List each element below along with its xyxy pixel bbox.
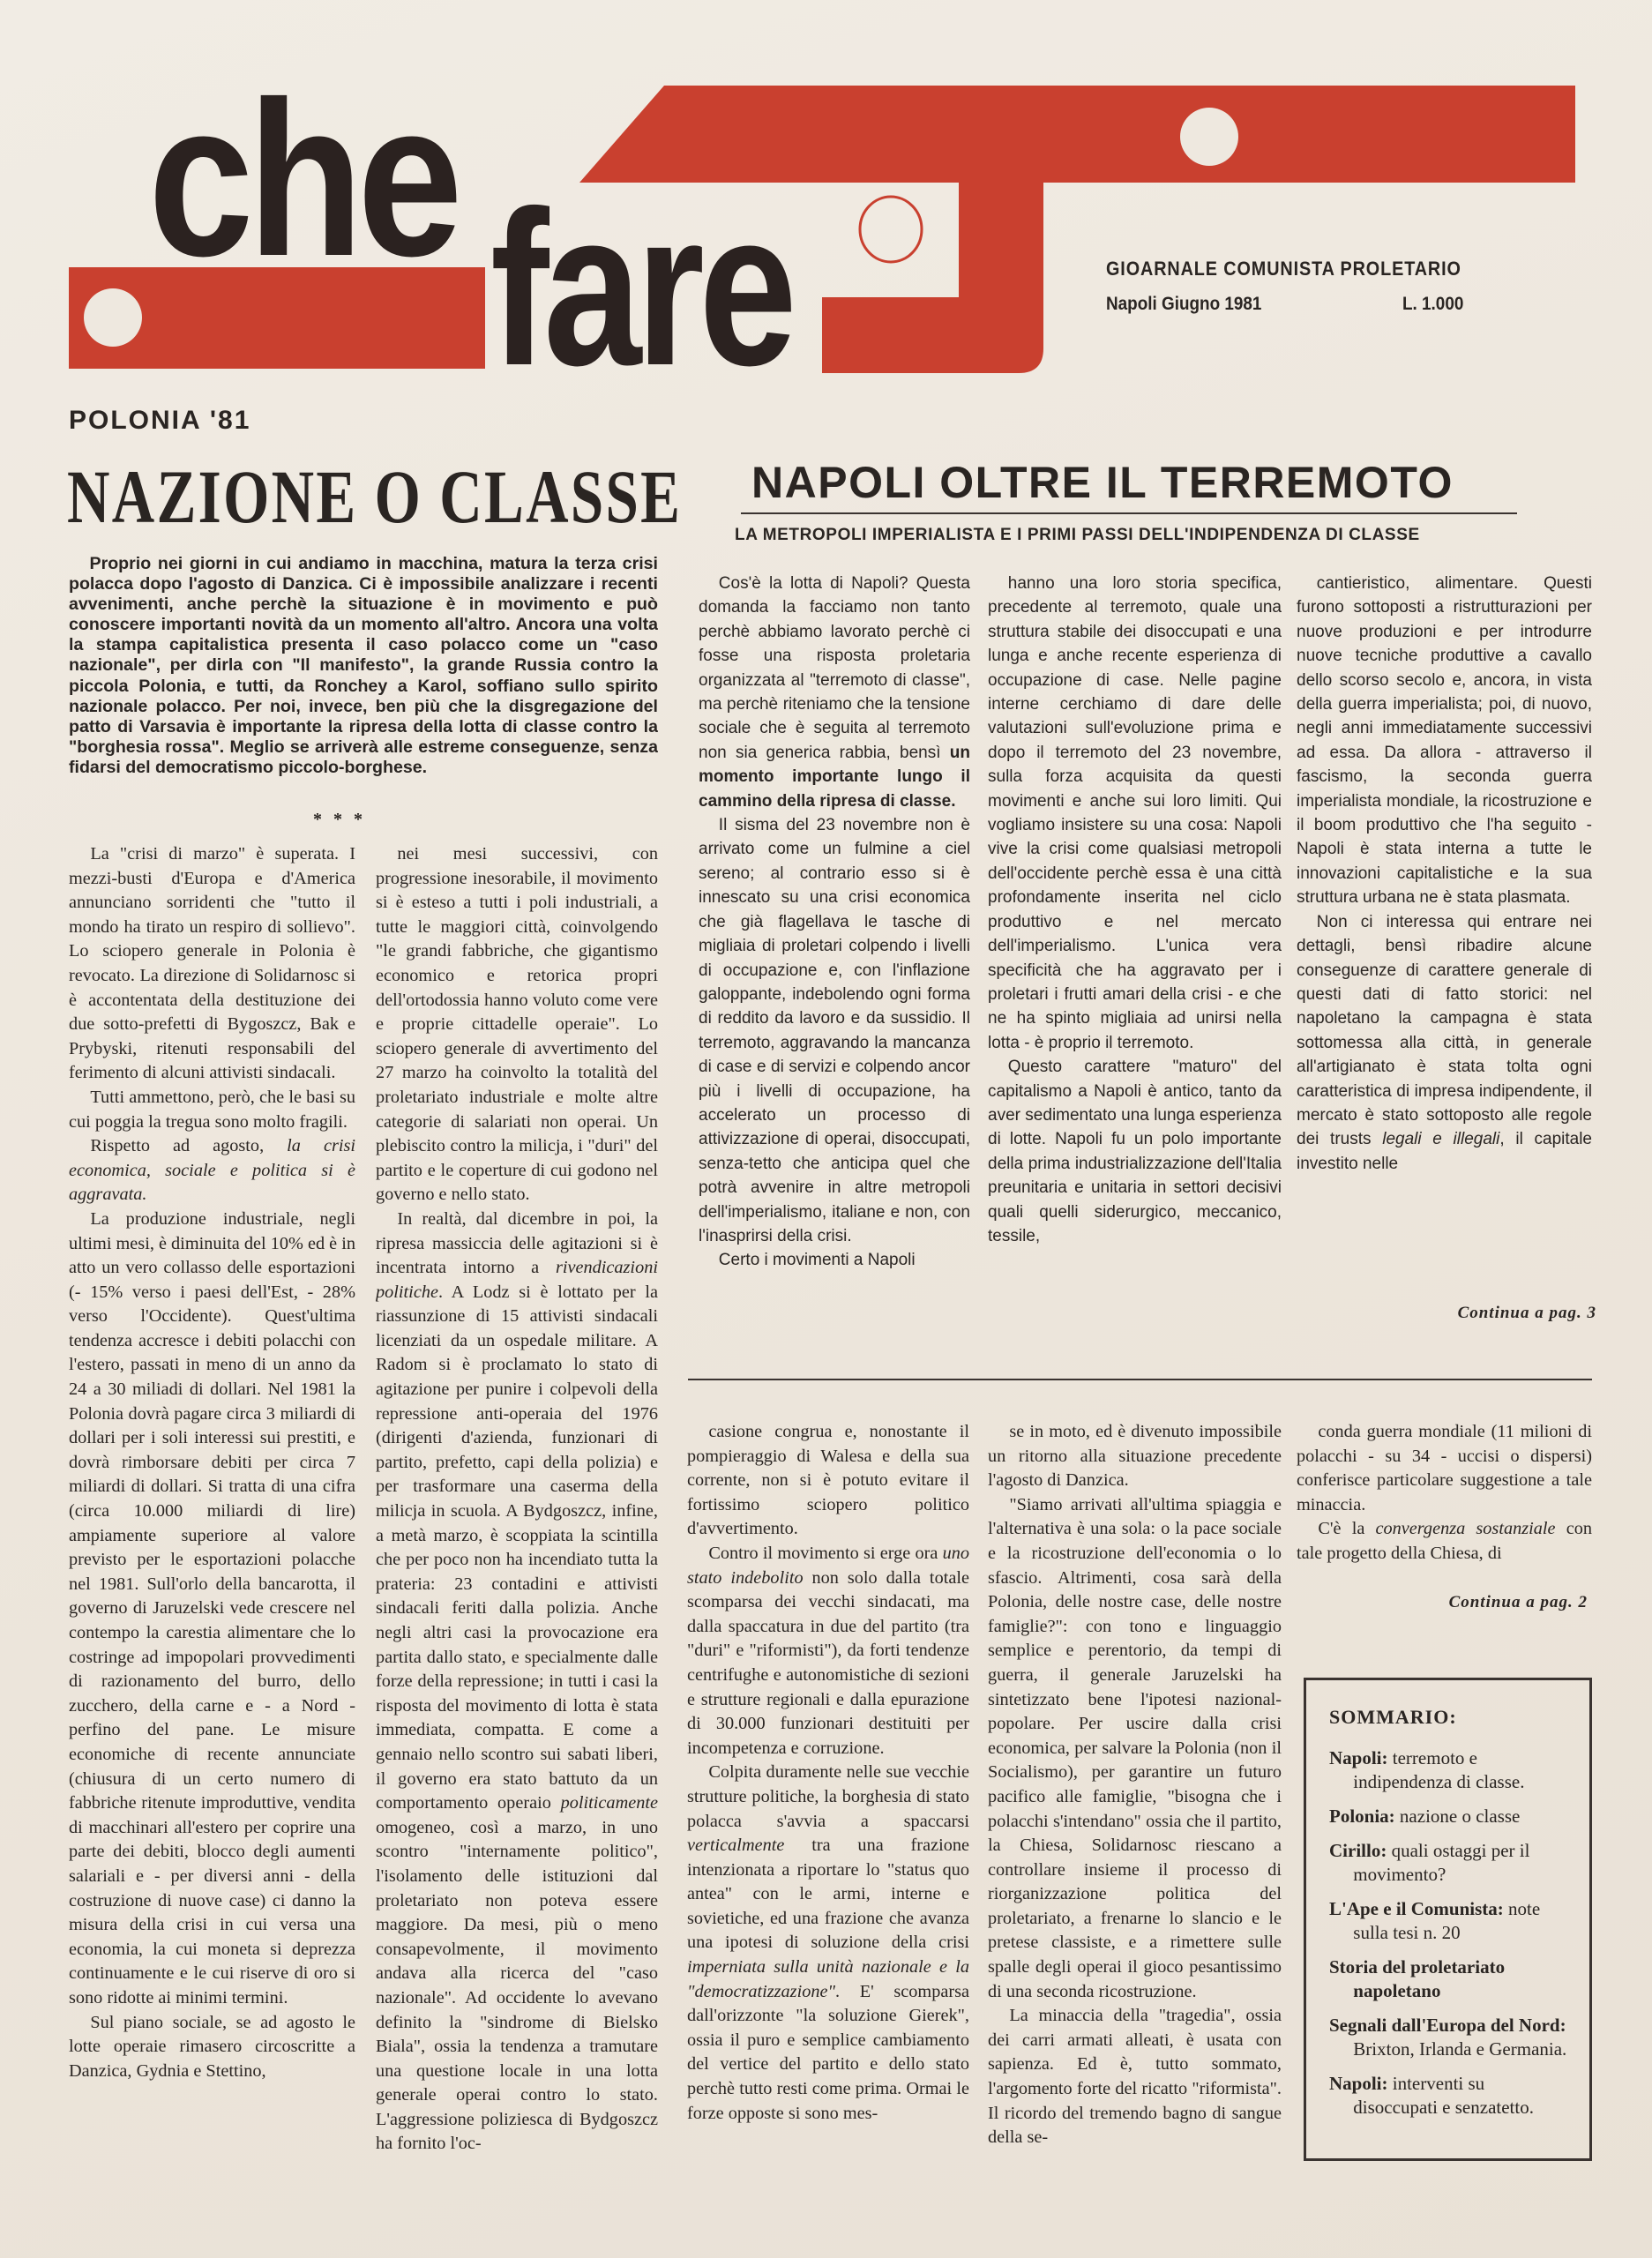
paragraph	[988, 1420, 1282, 1493]
text-run: Colpita duramente nelle sue vecchie strutture politiche, la borghesia di stato polacca s'avvia a spaccarsi	[687, 1762, 969, 1831]
sommario-topic: Polonia:	[1329, 1806, 1395, 1827]
italic-text: convergenza sostanziale	[1375, 1519, 1556, 1539]
paragraph	[1297, 572, 1592, 910]
text-run: Contro il movimento si erge ora	[708, 1543, 943, 1563]
sommario-item[interactable]	[1329, 1805, 1568, 1828]
logo-outline-circle	[860, 197, 922, 262]
sommario-title: SOMMARIO:	[1329, 1706, 1457, 1728]
sommario-item[interactable]	[1329, 2014, 1568, 2061]
sommario-topic: Napoli:	[1329, 2073, 1388, 2094]
text-run: La produzione industriale, negli ultimi mesi, è diminuita del 10% ed è in atto un vero collasso delle esportazioni (- 15% verso i paesi dell'Est, - 28% verso l'Occidente). Quest'ultima tendenza accresce i debiti polacchi con l'estero, passati in meno di un anno da 24 a 30 miliadi di dollari. Nel 1981 la Polonia dovrà pagare circa 3 miliardi di dollari per i soli interessi sui prestiti, e dovrà rimborsare debiti per circa 7 miliardi di dollari. Si tratta di una cifra (circa 10.000 miliardi di lire) ampiamente superiore al valore previsto per le esportazioni polacche nel 1981. Sull'orlo della bancarotta, il governo di Jaruzelski vede crescere nel contempo la carestia alimentare che lo costringe ad impopolari provvedimenti di razionamento del burro, dello zucchero, della carne e - a Nord - perfino del pane. Le misure economiche di recente annunciate (chiusura di un certo numero di fabbriche ritenute improduttive, vendita di macchinari all'estero per coprire una parte dei debiti, blocco degli aumenti salariali e - per diversi anni - della costruzione di nuove case) ci danno la misura della crisi in cui versa una economia, la cui moneta si deprezza continuamente e le cui riserve di oro si sono ridotte ai minimi termini.	[69, 1208, 355, 2008]
paragraph	[376, 1208, 658, 2157]
paragraph	[988, 1055, 1282, 1248]
italic-text: verticalmente	[687, 1836, 785, 1856]
italic-text: imperniata sulla unità nazionale e la "democratizzazione"	[687, 1957, 969, 2001]
issue-place-date: Napoli Giugno 1981	[1106, 294, 1262, 314]
sommario-item[interactable]	[1329, 1746, 1568, 1794]
italic-text: la crisi economica, sociale e politica si è aggravata.	[69, 1136, 355, 1205]
sommario-topic: Cirillo:	[1329, 1840, 1387, 1861]
polonia-column-5	[1297, 1420, 1592, 1570]
text-run: Certo i movimenti a Napoli	[718, 1251, 916, 1270]
text-run: tra una frazione intenzionata a riportare lo "status quo antea" con le armi, interne e sovietiche, ed una frazione che avanza una ipotesi di soluzione della crisi	[687, 1836, 969, 1953]
italic-text: legali e illegali	[1382, 1130, 1500, 1149]
paragraph	[687, 1761, 969, 2126]
italic-text: politicamente	[560, 1793, 658, 1813]
paragraph	[69, 2011, 355, 2084]
text-run: Non ci interessa qui entrare nei dettagli, bensì ribadire alcune conseguenze di carattere generale di questi dati di fatto storici: nel napoletano la campagna è stata sottomessa alla città, in generale all'artigianato è stata tolta ogni caratteristica di impresa indipendente, il mercato è stato sottoposto alle regole dei trusts	[1297, 912, 1592, 1149]
text-run: Rispetto ad agosto,	[90, 1136, 288, 1156]
sommario-description: quali ostaggi per il movimento?	[1353, 1840, 1530, 1885]
paragraph	[699, 1248, 970, 1272]
sommario-item[interactable]	[1329, 1897, 1568, 1945]
polonia-column-2	[376, 842, 658, 2201]
italic-text: uno stato indebolito	[687, 1543, 969, 1588]
text-run: nei mesi successivi, con progressione inesorabile, il movimento si è esteso a tutti i poli industriali, a tutte le maggiori città, coinvolgendo "le grandi fabbriche, che gigantismo economico e retorica propri dell'ortodossia hanno voluto come vere e proprie cittadelle operaie". Lo sciopero generale di avvertimento del 27 marzo ha coinvolto la totalità del proletariato industriale e molte altre categorie di salariati non operai. Un plebiscito contro la milicja, i "duri" del partito e le coperture di cui godono nel governo e nello stato.	[376, 844, 658, 1205]
paragraph	[1297, 910, 1592, 1176]
text-run: "Siamo arrivati all'ultima spiaggia e l'alternativa è una sola: o la pace sociale e la ricostruzione dell'economia o lo sfascio. Altrimenti, cosa sarà della Polonia, delle nostre case, delle nostre famiglie?": con tono e linguaggio semplice e perentorio, da tempi di guerra, il generale Jaruzelski ha sintetizzato bene l'ipotesi nazional-popolare. Per uscire dalla crisi economica, per salvare la Polonia (non il Socialismo), per garantire un futuro pacifico alle famiglie, "bisogna che i polacchi s'intendano" ossia che il partito, la Chiesa, Solidarnosc riescano a controllare insieme il processo di riorganizzazione politica del proletariato, a frenarne lo slancio e le pretese classiste, e a rimettere sulle spalle degli operai il gioco pesantissimo di una seconda ricostruzione.	[988, 1494, 1282, 2001]
text-run: Questo carattere "maturo" del capitalismo a Napoli è antico, tanto da aver sedimentato una lunga esperienza di lotte. Napoli fu un polo importante della prima industrializzazione dell'Italia preunitaria e unitaria in settori decisivi quali quelli siderurgico, meccanico, tessile,	[988, 1058, 1282, 1245]
text-run: cantieristico, alimentare. Questi furono sottoposti a ristrutturazioni per nuove produzioni e per introdurre nuove tecniche produttive a cavallo dello scorso secolo e, ancora, in vista della guerra imperialista; poi, di nuovo, negli anni immediatamente successivi ad essa. Da allora - attraverso il fascismo, la seconda guerra imperialista mondiale, la ricostruzione e il boom produttivo che l'ha seguito - Napoli è stata interna a tutte le innovazioni capitalistiche e la sua struttura urbana ne è stata plasmata.	[1297, 574, 1592, 908]
text-run: . A Lodz si è lottato per la riassunzione di 15 attivisti sindacali licenziati da un ospedale militare. A Radom si è proclamato lo stato di agitazione per punire i colpevoli della repressione anti-operaia del 1976 (dirigenti d'azienda, funzionari di partito, prefetto, capi della polizia) e per trasformare una caserma della milicja in scuola. A Bydgoszcz, infine, a metà marzo, è scoppiata la scintilla che per poco non ha incendiato tutta la prateria: 23 contadini e attivisti sindacali feriti dalla polizia. Anche negli altri casi la provocazione era partita dallo stato, e specialmente dalle forze della repressione; in tutti i casi la risposta del movimento di lotta è stata immediata, compatta. E come a gennaio nello scontro sui sabati liberi, il governo era stato battuto da un comportamento operaio	[376, 1282, 658, 1813]
sommario-topic: Storia del proletariato napoletano	[1329, 1956, 1506, 2001]
article-headline-napoli: NAPOLI OLTRE IL TERREMOTO	[751, 458, 1454, 507]
bold-text: un momento importante lungo il cammino della ripresa di classe.	[699, 743, 970, 811]
paragraph	[1297, 1420, 1592, 1517]
text-run: , il capitale investito nelle	[1297, 1130, 1592, 1173]
text-run: con tale progetto della Chiesa, di	[1297, 1519, 1592, 1563]
sommario-description: note sulla tesi n. 20	[1353, 1898, 1541, 1943]
paragraph	[687, 1420, 969, 1542]
article-kicker: POLONIA '81	[69, 406, 251, 435]
sommario-description: terremoto e indipendenza di classe.	[1353, 1747, 1525, 1792]
napoli-column-2	[988, 572, 1282, 1326]
article-subtitle-napoli: LA METROPOLI IMPERIALISTA E I PRIMI PASSI DELL'INDIPENDENZA DI CLASSE	[735, 526, 1420, 544]
article-headline-polonia: NAZIONE O CLASSE	[67, 454, 683, 539]
sommario-item[interactable]	[1329, 2072, 1568, 2120]
polonia-column-1	[69, 842, 355, 2201]
logo-word-che: che	[148, 56, 457, 302]
logo-white-dot-top	[1180, 108, 1238, 166]
paragraph	[699, 572, 970, 813]
sommario-description: interventi su disoccupati e senzatetto.	[1353, 2073, 1534, 2118]
issue-price: L. 1.000	[1402, 294, 1464, 314]
paragraph	[988, 572, 1282, 1055]
paragraph	[376, 842, 658, 1208]
text-run: . E' scomparsa dall'orizzonte "la soluzione Gierek", ossia il puro e semplice cambiamento del vertice del partito e dello stato perchè tutto resti come prima. Ormai le forze opposte si sono mes-	[687, 1981, 969, 2123]
napoli-column-3	[1297, 572, 1592, 1277]
sommario-topic: Segnali dall'Europa del Nord:	[1329, 2015, 1566, 2036]
logo-white-dot-left	[84, 288, 142, 347]
sommario-box	[1304, 1678, 1592, 2161]
paragraph	[1297, 1517, 1592, 1566]
text-run: se in moto, ed è divenuto impossibile un ritorno alla situazione precedente l'agosto di Danzica.	[988, 1422, 1282, 1491]
paragraph	[988, 1493, 1282, 2004]
text-run: Il sisma del 23 novembre non è arrivato come un fulmine a ciel sereno; al contrario esso si è innescato su una crisi economica che già flagellava le tasche di migliaia di proletari colpendo i livelli di occupazione e, con l'inflazione galoppante, indebolendo ogni forma di reddito da lavoro e da sussidio. Il terremoto, aggravando la mancanza di case e di servizi e colpendo ancor più i livelli di occupazione, ha accelerato un processo di attivizzazione di operai, disoccupati, senza-tetto che anticipa quel che potrà avvenire in altre metropoli dell'imperialismo, italiane e non, con l'inasprirsi della crisi.	[699, 816, 970, 1245]
text-run: Sul piano sociale, se ad agosto le lotte operaie rimasero circoscritte a Danzica, Gydnia e Stettino,	[69, 2012, 355, 2081]
text-run: non solo dalla totale scomparsa dei vecchi sindacati, ma dalla spaccatura in due del partito (tra "duri" e "riformisti"), da forti tendenze centrifughe e autonomistiche di sezioni e strutture regionali e dalla epurazione di 30.000 funzionari destituiti per incompetenza e corruzione.	[687, 1567, 969, 1758]
text-run: Tutti ammettono, però, che le basi su cui poggia la tregua sono molto fragili.	[69, 1087, 355, 1132]
polonia-column-4	[988, 1420, 1282, 2196]
paragraph	[699, 813, 970, 1248]
paragraph	[69, 842, 355, 1086]
logo-word-fare: fare	[490, 165, 792, 411]
section-separator: * * *	[313, 810, 366, 829]
sommario-topic: L'Ape e il Comunista:	[1329, 1898, 1504, 1919]
text-run: hanno una loro storia specifica, precedente al terremoto, quale una struttura stabile dei disoccupati e una lunga e anche recente esperienza di occupazione di case. Nelle pagine interne cerchiamo di dare delle valutazioni sull'evoluzione prima e dopo il terremoto del 23 novembre, sulla forza acquisita da questi movimenti e anche sui loro limiti. Qui vogliamo insistere su una cosa: Napoli vive la crisi come qualsiasi metropoli dell'occidente perchè essa è una città profondamente inserita nel ciclo produttivo e nel mercato dell'imperialismo. L'unica vera specificità che ha aggravato per i proletari i frutti amari della crisi - e che ne ha spinto migliaia ad unirsi nella lotta - è proprio il terremoto.	[988, 574, 1282, 1052]
sommario-topic: Napoli:	[1329, 1747, 1388, 1768]
text-run: conda guerra mondiale (11 milioni di polacchi - su 34 - uccisi o dispersi) conferisce particolare suggestione a tale minaccia.	[1297, 1422, 1592, 1514]
continued-link-page-3[interactable]: Continua a pag. 3	[1457, 1304, 1596, 1322]
continued-link-page-2[interactable]: Continua a pag. 2	[1448, 1593, 1588, 1611]
text-run: omogeneo, così a marzo, in uno scontro "internamente politico", l'isolamento delle istituzioni dal proletariato non poteva essere maggiore. Da mesi, più o meno consapevolmente, il movimento andava alla ricerca del "caso nazionale". Ad occidente lo avevano definito la "sindrome di Bielsko Biala", ossia la tendenza a tramutare una questione locale in una lotta generale operai contro lo stato. L'aggressione poliziesca di Bydgoszcz ha fornito l'oc-	[376, 1817, 658, 2154]
italic-text: rivendicazioni politiche	[376, 1258, 658, 1302]
napoli-column-1	[699, 572, 970, 1326]
text-run: Proprio nei giorni in cui andiamo in macchina, matura la terza crisi polacca dopo l'agosto di Danzica. Ci è impossibile analizzare i recenti avvenimenti, anche perchè la situazione è in movimento e può conoscere importanti novità da un momento all'altro. Ancora una volta la stampa capitalistica presenta il caso polacco come un "caso nazionale", per dirla con "Il manifesto", la grande Russia contro la piccola Polonia, e tutti, da Ronchey a Karol, soffiano sullo spirito nazionale polacco. Per noi, invece, ben più che la disgregazione del patto di Varsavia è importante la ripresa della lotta di classe contro la "borghesia rossa". Meglio se arriverà alle estreme conseguenze, senza fidarsi del democratismo piccolo-borghese.	[69, 554, 658, 777]
paragraph	[69, 1134, 355, 1208]
text-run: casione congrua e, nonostante il pompieraggio di Walesa e della sua corrente, non si è potuto evitare il fortissimo sciopero politico d'avvertimento.	[687, 1422, 969, 1539]
text-run: La minaccia della "tragedia", ossia dei carri armati alleati, è usata con sapienza. Ed è, tutto sommato, l'argomento forte del ricatto "riformista". Il ricordo del tremendo bagno di sangue della se-	[988, 2006, 1282, 2148]
paragraph	[69, 554, 658, 778]
headline-underline	[741, 512, 1517, 514]
sommario-description: nazione o classe	[1394, 1806, 1521, 1827]
text-run: In realtà, dal dicembre in poi, la ripresa massiccia delle agitazioni si è incentrata intorno a	[376, 1208, 658, 1278]
paragraph	[988, 2004, 1282, 2150]
paragraph	[687, 1542, 969, 1761]
newspaper-tagline: GIOARNALE COMUNISTA PROLETARIO	[1106, 258, 1461, 280]
text-run: C'è la	[1318, 1519, 1376, 1539]
article-intro	[69, 554, 658, 810]
paragraph	[69, 1208, 355, 2011]
polonia-column-3	[687, 1420, 969, 2196]
paragraph	[69, 1086, 355, 1134]
text-run: Cos'è la lotta di Napoli? Questa domanda la facciamo non tanto perchè abbiamo lavorato perchè ci fosse una risposta proletaria organizzata al "terremoto di classe", ma perchè riteniamo che la tensione sociale che è seguita al terremoto non sia generica rabbia, bensì	[699, 574, 970, 762]
section-divider	[688, 1379, 1592, 1380]
sommario-item[interactable]	[1329, 1839, 1568, 1887]
sommario-description: Brixton, Irlanda e Germania.	[1353, 2038, 1567, 2060]
sommario-item[interactable]	[1329, 1955, 1568, 2003]
text-run: La "crisi di marzo" è superata. I mezzi-busti d'Europa e d'America annunciano sorridenti che "tutto il mondo ha tirato un respiro di sollievo". Lo sciopero generale in Polonia è revocato. La direzione di Solidarnosc si è accontentata della destituzione dei due sotto-prefetti di Bygoszcz, Bak e Prybyski, ritenuti responsabili del ferimento di alcuni attivisti sindacali.	[69, 844, 355, 1083]
sommario-list	[1329, 1746, 1568, 2120]
